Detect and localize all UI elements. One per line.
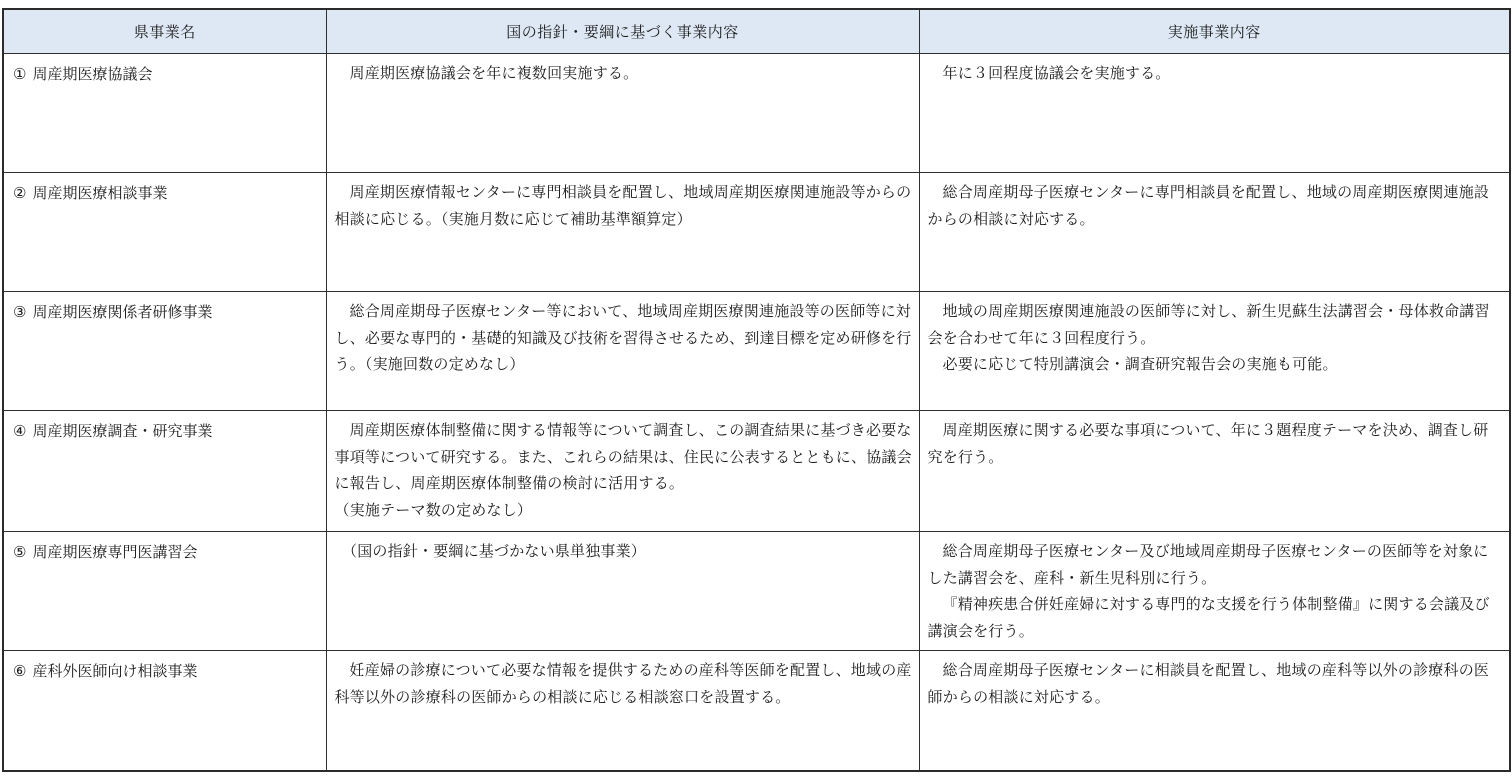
implementation-content-text: 地域の周産期医療関連施設の医師等に対し、新生児蘇生法講習会・母体救命講習会を合わせて年に３回程度行う。 xyxy=(927,302,1490,347)
implementation-content-cell xyxy=(919,411,1510,532)
program-name-cell xyxy=(3,173,326,292)
implementation-content-cell xyxy=(919,173,1510,292)
implementation-content-cell xyxy=(919,54,1510,173)
program-name-cell xyxy=(3,532,326,651)
national-content-text: （国の指針・要綱に基づかない県単独事業） xyxy=(342,542,647,560)
implementation-content-text: 必要に応じて特別講演会・調査研究報告会の実施も可能。 xyxy=(942,355,1338,373)
program-comparison-table xyxy=(2,8,1511,772)
table-header-row xyxy=(3,9,1510,54)
national-content-text: 周産期医療協議会を年に複数回実施する。 xyxy=(349,64,639,82)
program-name: 産科外医師向け相談事業 xyxy=(32,662,198,680)
table-row xyxy=(3,651,1510,772)
program-name-cell xyxy=(3,54,326,173)
program-name: 周産期医療調査・研究事業 xyxy=(32,422,213,440)
implementation-content-cell xyxy=(919,651,1510,772)
implementation-content-cell xyxy=(919,292,1510,411)
program-name: 周産期医療専門医講習会 xyxy=(32,543,198,561)
national-content-cell xyxy=(326,292,919,411)
national-content-text: 周産期医療体制整備に関する情報等について調査し、この調査結果に基づき必要な事項等について研究する。また、これらの結果は、住民に公表するとともに、協議会に報告し、周産期医療体制整備の検討に活用する。 xyxy=(334,421,912,492)
national-content-text: 周産期医療情報センターに専門相談員を配置し、地域周産期医療関連施設等からの相談に応じる。（実施月数に応じて補助基準額算定） xyxy=(334,183,912,228)
national-content-cell xyxy=(326,411,919,532)
row-number: ① xyxy=(13,65,27,83)
row-number: ⑥ xyxy=(13,662,27,680)
implementation-content-text: 総合周産期母子医療センターに相談員を配置し、地域の産科等以外の診療科の医師からの相談に対応する。 xyxy=(927,661,1490,706)
implementation-content-text: 『精神疾患合併妊産婦に対する専門的な支援を行う体制整備』に関する会議及び講演会を行う。 xyxy=(927,595,1490,640)
implementation-content-text: 年に３回程度協議会を実施する。 xyxy=(942,64,1171,82)
national-content-cell xyxy=(326,532,919,651)
national-content-cell xyxy=(326,54,919,173)
program-name-cell xyxy=(3,411,326,532)
header-national-guideline-content: 国の指針・要綱に基づく事業内容 xyxy=(326,9,919,54)
row-number: ④ xyxy=(13,422,27,440)
table-row xyxy=(3,173,1510,292)
row-number: ③ xyxy=(13,303,27,321)
implementation-content-text: 総合周産期母子医療センターに専門相談員を配置し、地域の周産期医療関連施設からの相談に対応する。 xyxy=(927,183,1490,228)
header-prefecture-program-name: 県事業名 xyxy=(3,9,326,54)
row-number: ② xyxy=(13,184,27,202)
national-content-cell xyxy=(326,651,919,772)
program-name-cell xyxy=(3,292,326,411)
national-content-text: 妊産婦の診療について必要な情報を提供するための産科等医師を配置し、地域の産科等以外の診療科の医師からの相談に応じる相談窓口を設置する。 xyxy=(334,661,912,706)
row-number: ⑤ xyxy=(13,543,27,561)
implementation-content-cell xyxy=(919,532,1510,651)
program-name: 周産期医療協議会 xyxy=(32,65,153,83)
implementation-content-text: 総合周産期母子医療センター及び地域周産期母子医療センターの医師等を対象にした講習会を、産科・新生児科別に行う。 xyxy=(927,542,1489,587)
table-row xyxy=(3,54,1510,173)
program-name: 周産期医療相談事業 xyxy=(32,184,168,202)
table-row xyxy=(3,292,1510,411)
implementation-content-text: 周産期医療に関する必要な事項について、年に３題程度テーマを決め、調査し研究を行う。 xyxy=(927,421,1489,466)
program-name-cell xyxy=(3,651,326,772)
national-content-note: （実施テーマ数の定めなし） xyxy=(334,500,533,519)
national-content-text: 総合周産期母子医療センター等において、地域周産期医療関連施設等の医師等に対し、必要な専門的・基礎的知識及び技術を習得させるため、到達目標を定め研修を行う。（実施回数の定めなし） xyxy=(334,302,912,373)
national-content-cell xyxy=(326,173,919,292)
header-implementation-content: 実施事業内容 xyxy=(919,9,1510,54)
program-name: 周産期医療関係者研修事業 xyxy=(32,303,213,321)
table-row xyxy=(3,532,1510,651)
table-row xyxy=(3,411,1510,532)
